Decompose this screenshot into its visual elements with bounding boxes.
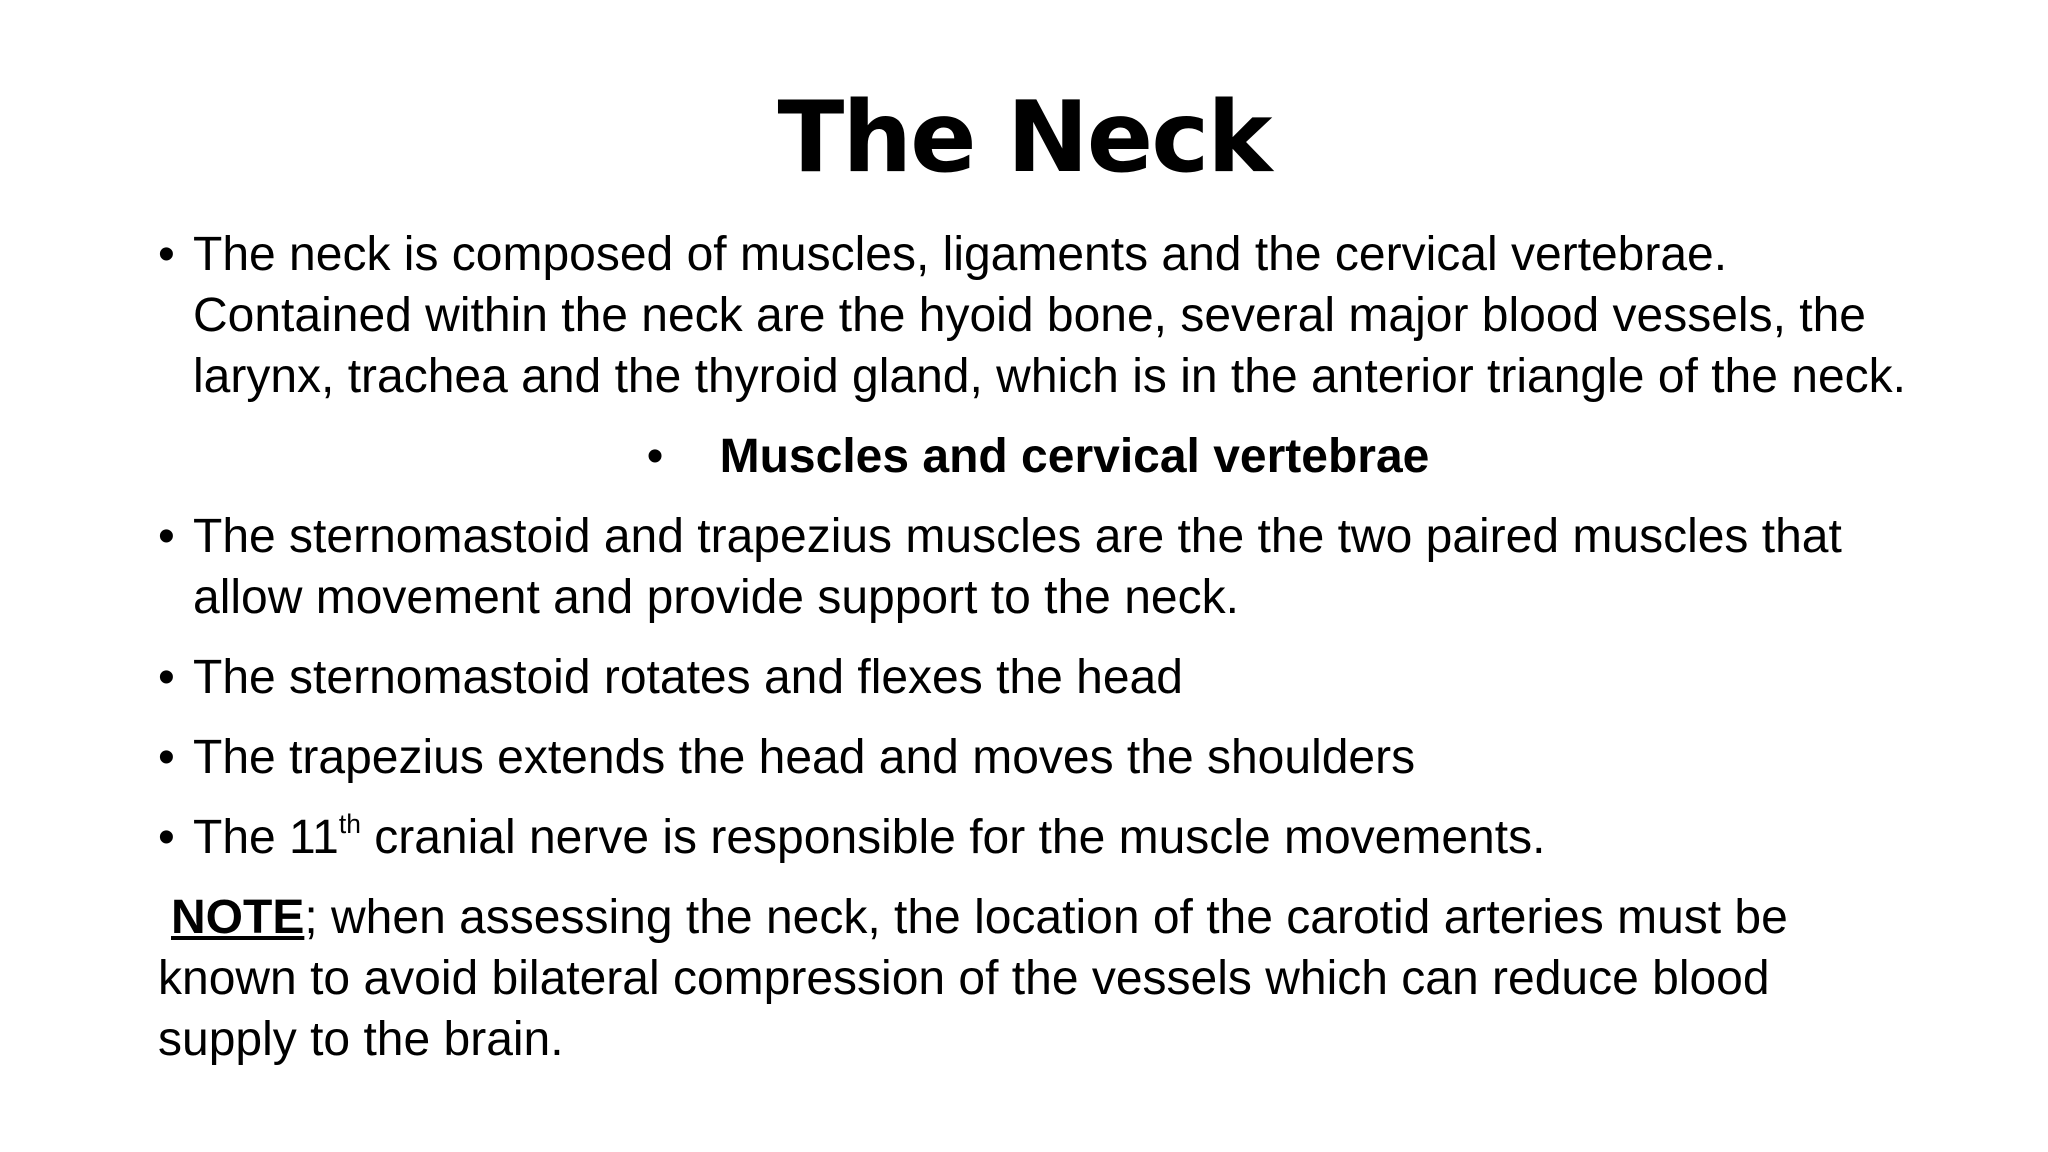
note-text: ; when assessing the neck, the location of the carotid arteries must be known to avoid bilateral compression of the vessels which can reduce blood supply to the brain. — [158, 891, 1788, 1066]
bullet-cranial-nerve — [158, 807, 1918, 868]
note-paragraph — [158, 887, 1918, 1070]
bullet-intro: • The neck is composed of muscles, ligaments and the cervical vertebrae. Contained within the neck are the hyoid bone, several major blood vessels, the larynx, trachea and the thyroid gland, which is in the anterior triangle of the neck. — [158, 224, 1918, 407]
nerve-prefix: The 11 — [193, 811, 339, 864]
subheading-bullet: • — [646, 430, 664, 483]
slide-body — [158, 224, 1918, 1070]
bullet-muscles: • The sternomastoid and trapezius muscles are the the two paired muscles that allow movement and provide support to the neck. — [158, 506, 1918, 628]
subheading — [158, 426, 1918, 487]
note-label: NOTE — [171, 891, 305, 944]
nerve-superscript: th — [338, 809, 361, 840]
bullet-sternomastoid: • The sternomastoid rotates and flexes the head — [158, 647, 1918, 708]
nerve-suffix: cranial nerve is responsible for the muscle movements. — [360, 811, 1546, 864]
slide-title: The Neck — [777, 81, 1271, 195]
bullet-trapezius: • The trapezius extends the head and moves the shoulders — [158, 727, 1918, 788]
subheading-text: Muscles and cervical vertebrae — [719, 430, 1430, 483]
